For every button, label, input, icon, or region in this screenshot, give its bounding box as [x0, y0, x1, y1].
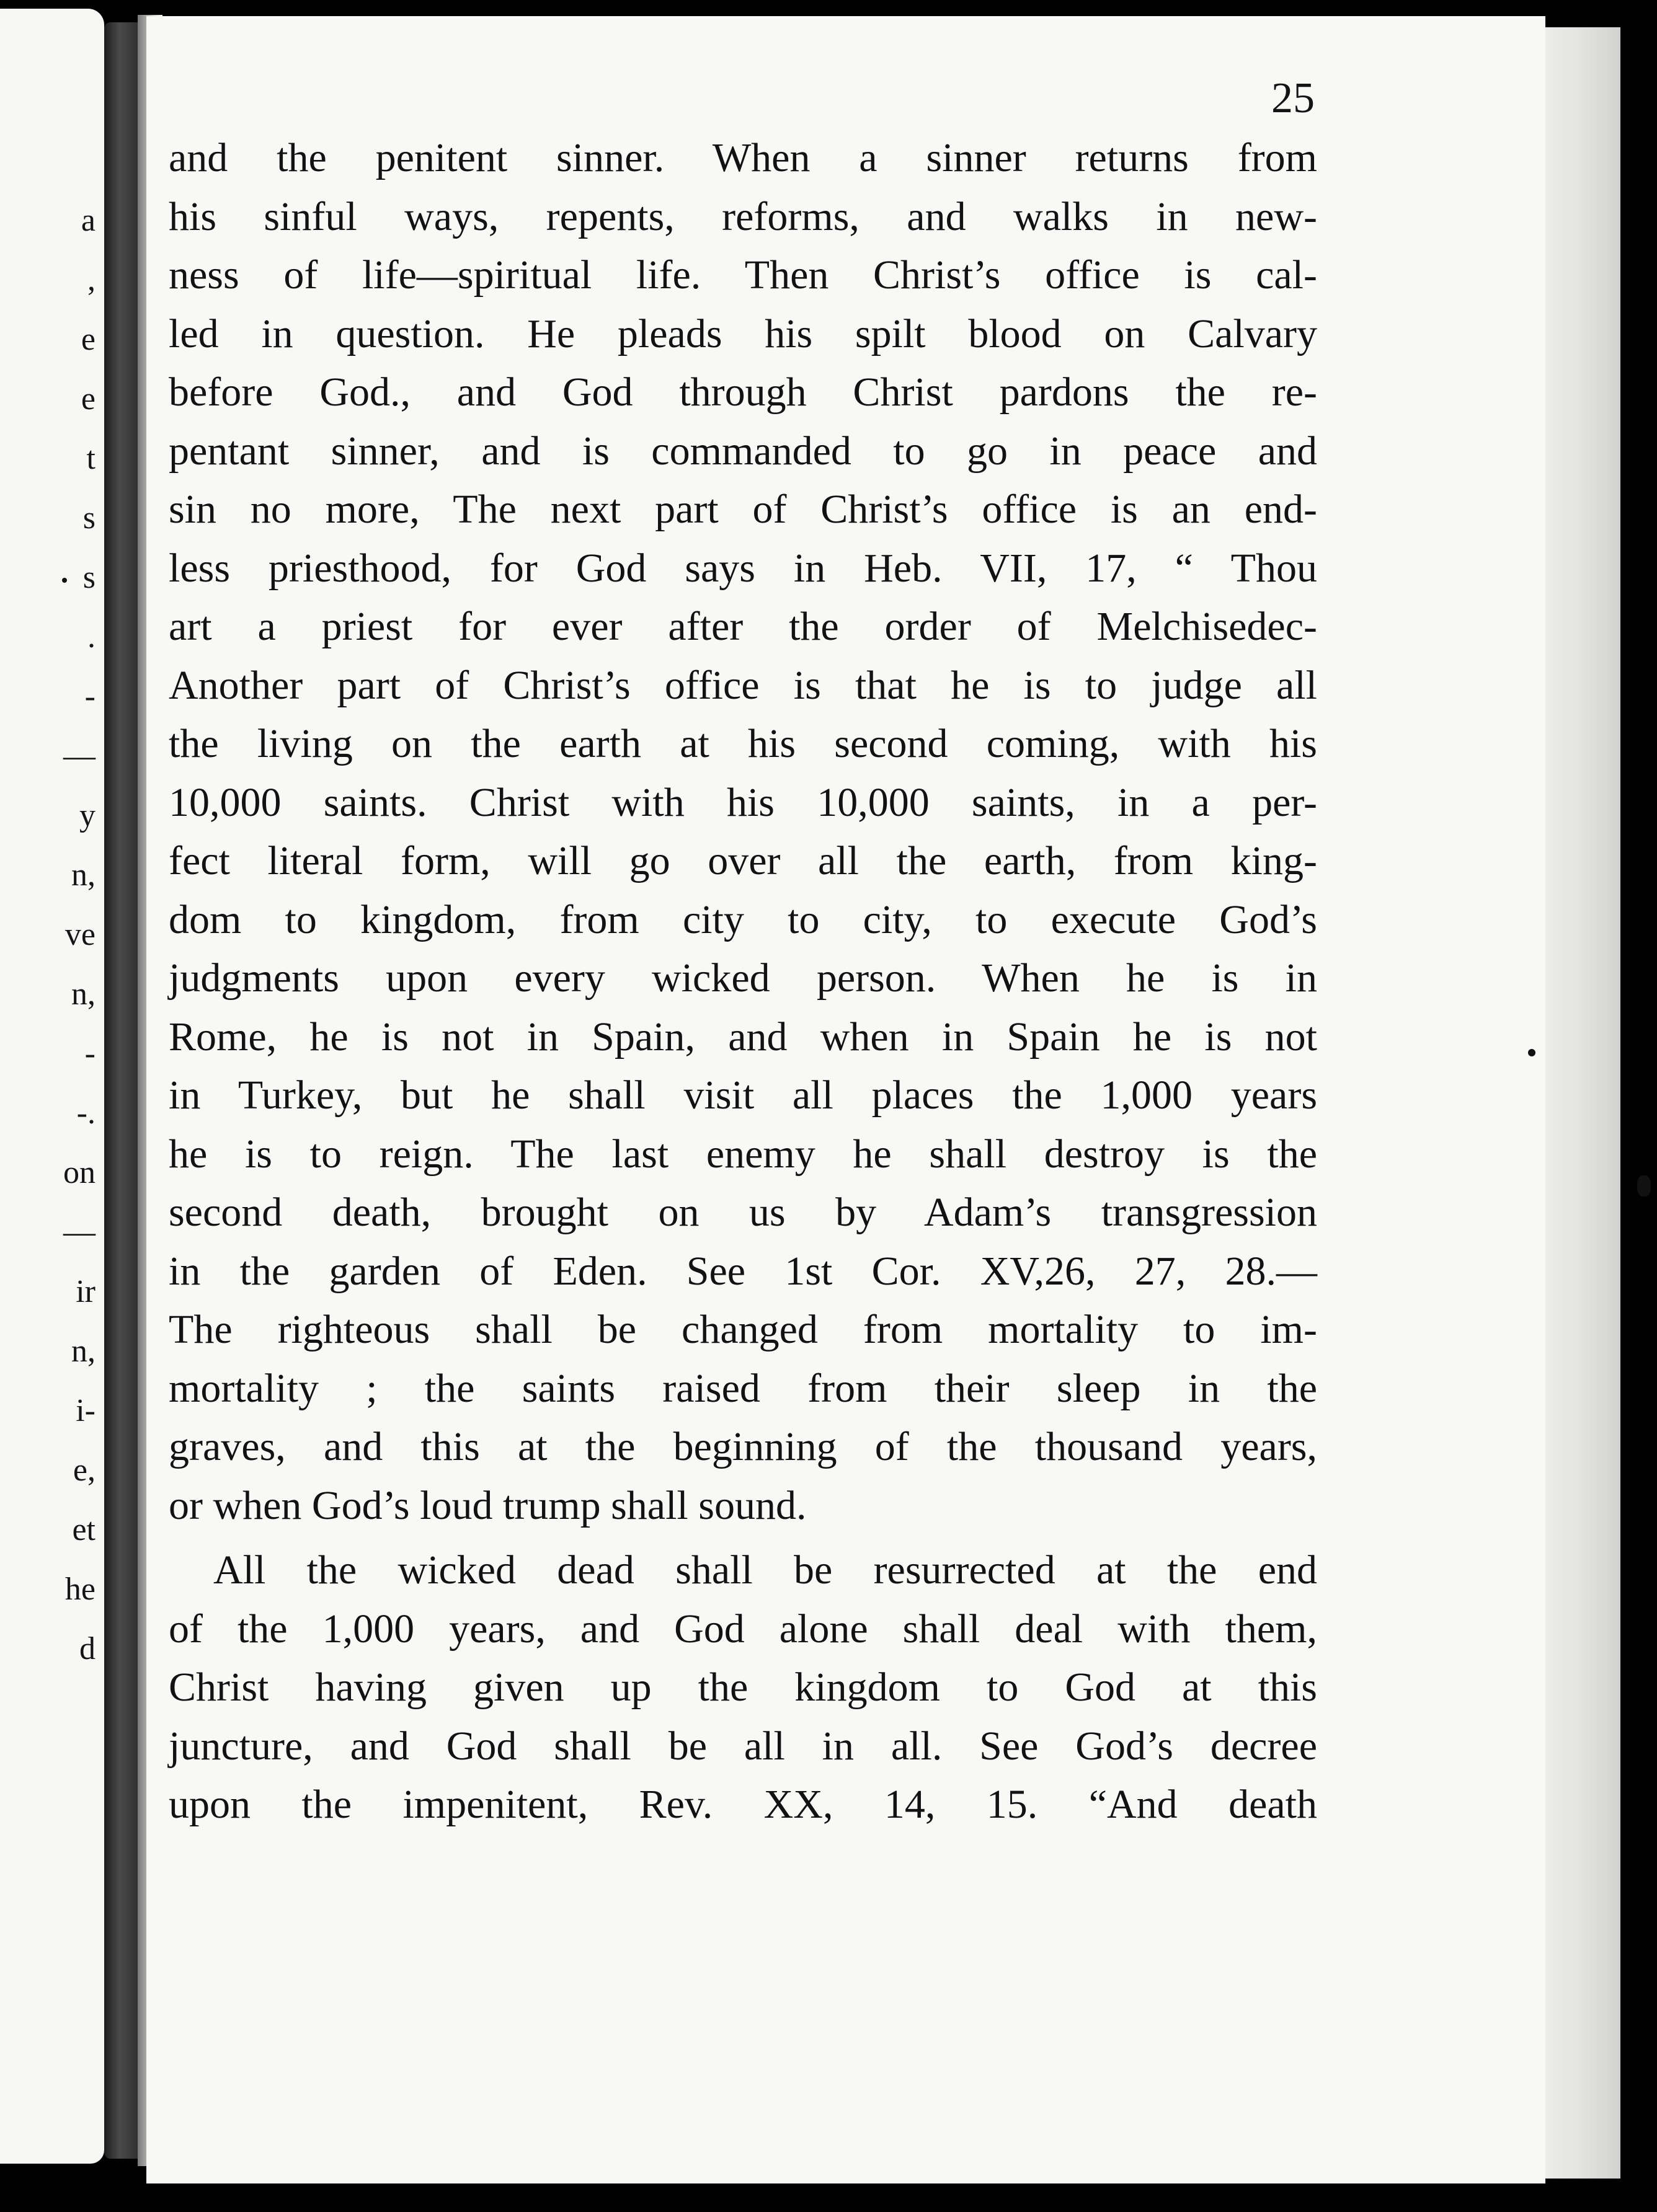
facing-page-text-fragment: i-: [76, 1393, 96, 1428]
text-line: juncture, and God shall be all in all. See God’s decree: [169, 1723, 1317, 1769]
ink-speck: [1528, 1049, 1535, 1056]
facing-page-text-fragment: s: [82, 560, 96, 595]
facing-page-text-fragment: a: [81, 203, 96, 238]
ink-speck: [62, 578, 67, 583]
facing-page-text-fragment: et: [72, 1512, 96, 1547]
facing-page-text-fragment: -: [84, 1036, 96, 1071]
facing-page-text-fragment: on: [63, 1155, 96, 1190]
text-line: All the wicked dead shall be resurrected at the end: [213, 1547, 1317, 1593]
facing-page-text-fragment: ir: [76, 1274, 96, 1309]
facing-page-text-fragment: e: [81, 381, 96, 417]
text-line: his sinful ways, repents, reforms, and walks in new-: [169, 193, 1317, 239]
text-line: graves, and this at the beginning of the thousand years,: [169, 1424, 1317, 1469]
facing-page-text-fragment: e,: [73, 1453, 96, 1488]
facing-page-text-fragment: e: [81, 322, 96, 357]
facing-page-text-fragment: n,: [71, 857, 96, 893]
page-number: 25: [1271, 74, 1315, 122]
text-line: mortality ; the saints raised from their sleep in the: [169, 1365, 1317, 1411]
text-line: pentant sinner, and is commanded to go in peace and: [169, 428, 1317, 474]
text-line: Rome, he is not in Spain, and when in Spain he is not: [169, 1014, 1317, 1060]
body-text: [169, 129, 1317, 1834]
facing-page-text-fragment: —: [63, 1214, 96, 1250]
facing-page-text-fragment: y: [79, 798, 96, 833]
text-line: second death, brought on us by Adam’s transgression: [169, 1190, 1317, 1235]
text-line: Christ having given up the kingdom to God at this: [169, 1665, 1317, 1710]
text-line: 10,000 saints. Christ with his 10,000 saints, in a per-: [169, 779, 1317, 825]
facing-page-text-fragment: —: [63, 738, 96, 774]
ink-speck: [1637, 1175, 1651, 1197]
facing-page-text-fragment: s: [82, 500, 96, 536]
text-line: ness of life—spiritual life. Then Christ’s office is cal-: [169, 252, 1317, 298]
text-line: sin no more, The next part of Christ’s office is an end-: [169, 487, 1317, 532]
text-line: and the penitent sinner. When a sinner returns from: [169, 135, 1317, 180]
facing-page-text-fragment: he: [64, 1572, 96, 1607]
text-line: fect literal form, will go over all the earth, from king-: [169, 838, 1317, 883]
text-line: upon the impenitent, Rev. XX, 14, 15. “And death: [169, 1782, 1317, 1827]
text-line: in Turkey, but he shall visit all places the 1,000 years: [169, 1073, 1317, 1118]
facing-page-text-fragment: d: [79, 1631, 96, 1666]
text-line: The righteous shall be changed from mortality to im-: [169, 1307, 1317, 1352]
facing-page-text-fragment: ,: [87, 262, 96, 298]
paragraph-gap: [169, 1535, 1317, 1541]
text-line: judgments upon every wicked person. When he is in: [169, 955, 1317, 1001]
text-line: Another part of Christ’s office is that he is to judge all: [169, 662, 1317, 708]
text-line: dom to kingdom, from city to city, to execute God’s: [169, 896, 1317, 942]
text-line: art a priest for ever after the order of Melchisedec-: [169, 604, 1317, 649]
facing-page-text-fragment: -.: [76, 1095, 96, 1131]
facing-page-text-fragment: ve: [64, 917, 96, 952]
text-line: in the garden of Eden. See 1st Cor. XV,26, 27, 28.—: [169, 1248, 1317, 1294]
text-line: less priesthood, for God says in Heb. VII, 17, “ Thou: [169, 545, 1317, 591]
text-line: or when God’s loud trump shall sound.: [169, 1482, 807, 1528]
facing-page-fragment: [0, 9, 104, 2164]
facing-page-text-fragment: .: [87, 619, 96, 655]
text-line: before God., and God through Christ pardons the re-: [169, 369, 1317, 415]
text-line: he is to reign. The last enemy he shall destroy is the: [169, 1131, 1317, 1177]
facing-page-text-fragment: n,: [71, 1334, 96, 1369]
facing-page-text-fragment: t: [86, 441, 96, 476]
facing-page-text-fragment: n,: [71, 976, 96, 1012]
text-line: of the 1,000 years, and God alone shall deal with them,: [169, 1606, 1317, 1652]
book-gutter: [104, 22, 143, 2159]
text-line: the living on the earth at his second coming, with his: [169, 721, 1317, 766]
text-line: led in question. He pleads his spilt blood on Calvary: [169, 311, 1317, 356]
facing-page-text-fragment: -: [84, 679, 96, 714]
